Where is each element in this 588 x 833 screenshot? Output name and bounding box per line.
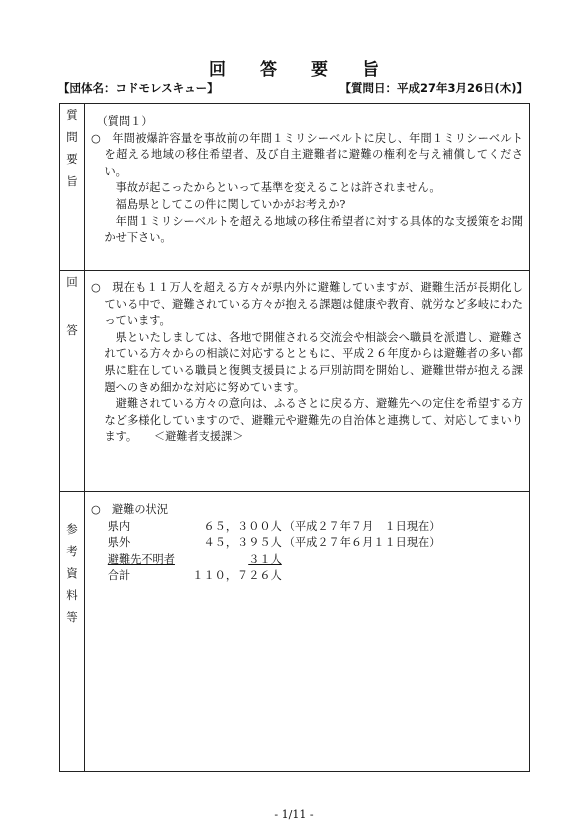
row-value: ６５，３００人 [203,519,282,533]
title-char: 要 [311,60,328,80]
title-char: 回 [209,60,226,80]
row-note [282,568,284,585]
title-char: 答 [260,60,277,80]
label-char: 質 [66,108,78,122]
page-title [0,55,588,80]
answer-body [85,271,530,492]
answer-section [60,271,530,492]
row-note: （平成２７年７月 １日現在） [283,519,441,533]
answer-paragraph: 県といたしましては、各地で開催される交流会や相談会へ職員を派遣し、避難されている方々からの相談に対応するとともに、平成２６年度からは避難者の多い都県に駐在している職員と復興支援員による戸別訪問を開始し、避難世帯が抱える課題へのきめ細かな対応に努めています。 [104,330,523,394]
answer-paragraph: 避難されている方々の意向は、ふるさとに戻る方、避難先への定住を希望する方など多様化していますので、避難元や避難先の自治体と連携して、対応してまいります。 ＜避難者支援課＞ [104,397,523,444]
label-char: 考 [66,544,78,558]
reference-row [91,568,523,585]
row-label: 県内 [107,519,131,533]
reference-label [60,492,85,772]
label-char: 要 [66,152,78,166]
question-paragraph: 福島県としてこの件に関していかがお考えか? [115,197,346,211]
question-section [60,104,530,271]
question-paragraph: 事故が起こったからといって基準を変えることは許されません。 [115,181,441,195]
label-char: 料 [66,588,78,602]
label-char: 資 [66,566,78,580]
row-value: ３１人 [248,552,282,566]
question-body [85,104,530,271]
label-char: 旨 [66,174,78,188]
question-date: 【質問日：平成27年3月26日(木)】 [339,81,528,95]
row-note: （平成２７年６月１１日現在） [283,536,441,550]
row-label: 合計 [107,569,131,583]
reference-heading: ○ 避難の状況 [91,503,168,516]
row-label: 避難先不明者 [107,552,175,566]
label-char: 問 [66,130,78,144]
label-char: 回 [66,275,78,289]
row-value: ４５，３９５人 [203,536,282,550]
question-number: （質問１） [96,115,153,128]
row-label: 県外 [107,536,131,550]
label-char: 答 [66,323,78,337]
title-char: 旨 [362,60,379,80]
reference-body [85,492,530,772]
reference-section [60,492,530,772]
page-number: - 1/11 - [274,808,314,821]
answer-paragraph: ○ 現在も１１万人を超える方々が県内外に避難していますが、避難生活が長期化している中で、避難されている方々が抱える課題は健康や教育、就労など多岐にわたっています。 [91,281,523,328]
question-paragraph: 年間１ミリシーベルトを超える地域の移住希望者に対する具体的な支援策をお聞かせ下さい。 [104,214,523,245]
label-char: 参 [66,522,78,536]
answer-summary-table [59,103,530,772]
row-value: １１０，７２６人 [192,569,282,583]
answer-label [60,271,85,492]
row-note [282,552,284,569]
reference-row [91,552,523,569]
reference-row [91,519,523,536]
organization-name: 【団体名：コドモレスキュー】 [58,81,219,95]
question-paragraph: ○ 年間被爆許容量を事故前の年間１ミリシーベルトに戻し、年間１ミリシーベルトを超える地域の移住希望者、及び自主避難者に避難の権利を与え補償してください。 [91,131,523,178]
label-char: 等 [66,610,78,624]
question-label [60,104,85,271]
reference-row [91,535,523,552]
